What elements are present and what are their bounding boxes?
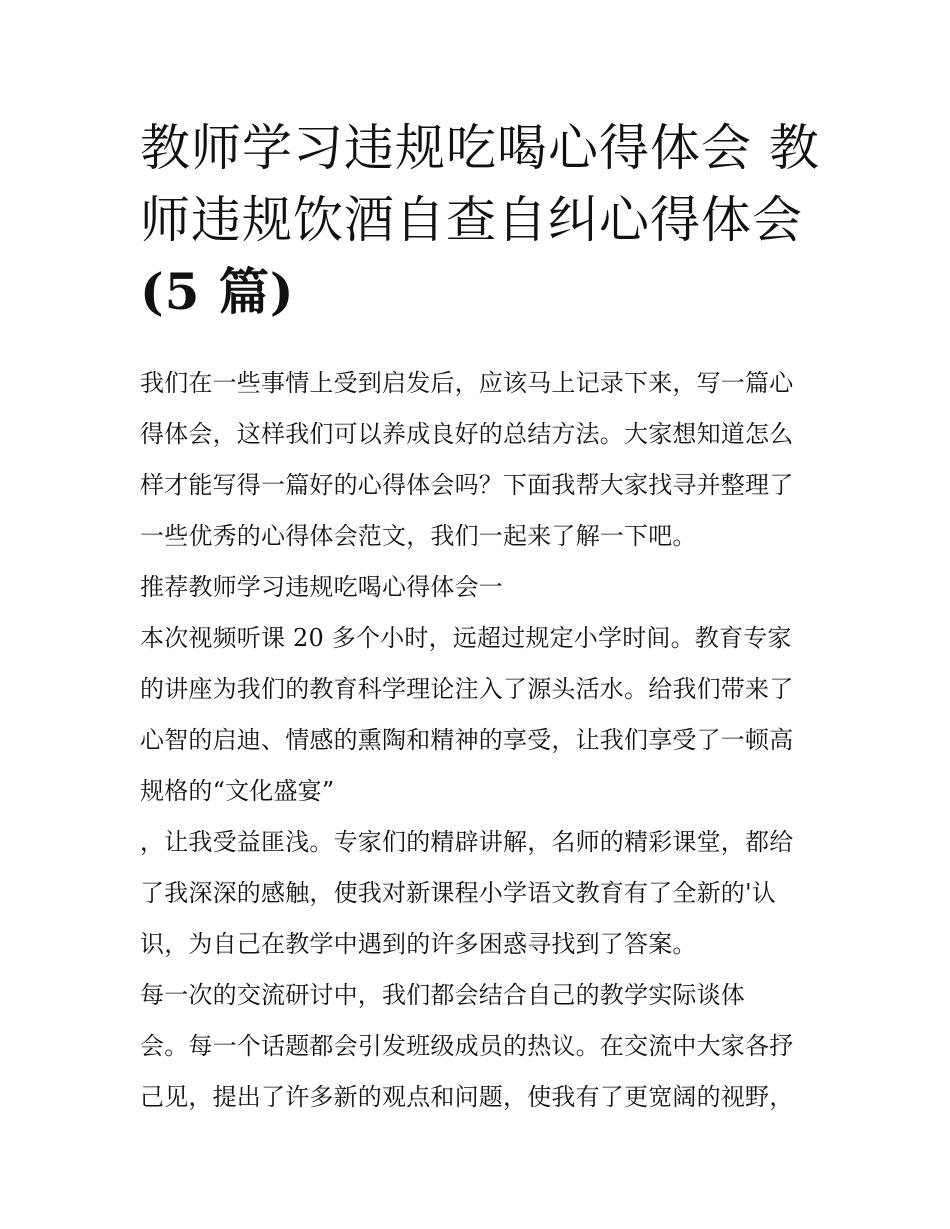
paragraph-line: 了我深深的感触，使我对新课程小学语文教育有了全新的'认 — [140, 879, 776, 907]
paragraph-line: 己见，提出了许多新的观点和问题，使我有了更宽阔的视野， — [140, 1083, 794, 1111]
document-body — [140, 358, 830, 1123]
paragraph-line: 每一次的交流研讨中，我们都会结合自己的教学实际谈体 — [140, 981, 745, 1009]
title-line-2: 师违规饮酒自查自纠心得体会 — [140, 191, 803, 249]
paragraph-line: 的讲座为我们的教育科学理论注入了源头活水。给我们带来了 — [140, 675, 794, 703]
intro-line: 得体会，这样我们可以养成良好的总结方法。大家想知道怎么 — [140, 420, 794, 448]
paragraph-line: 规格的“文化盛宴” — [140, 777, 335, 805]
intro-line: 一些优秀的心得体会范文，我们一起来了解一下吧。 — [140, 522, 697, 550]
section-heading: 推荐教师学习违规吃喝心得体会一 — [140, 573, 503, 601]
title-line-1: 教师学习违规吃喝心得体会 教 — [140, 119, 820, 177]
paragraph-line: 心智的启迪、情感的熏陶和精神的享受，让我们享受了一顿高 — [140, 726, 794, 754]
intro-line: 样才能写得一篇好的心得体会吗？下面我帮大家找寻并整理了 — [140, 471, 794, 499]
paragraph-line: 本次视频听课 20 多个小时，远超过规定小学时间。教育专家 — [140, 624, 792, 652]
paragraph-line: ，让我受益匪浅。专家们的精辟讲解，名师的精彩课堂，都给 — [140, 828, 794, 856]
paragraph-line: 会。每一个话题都会引发班级成员的热议。在交流中大家各抒 — [140, 1032, 794, 1060]
intro-line: 我们在一些事情上受到启发后，应该马上记录下来，写一篇心 — [140, 369, 794, 397]
paragraph-line: 识，为自己在教学中遇到的许多困惑寻找到了答案。 — [140, 930, 697, 958]
document-title — [140, 112, 820, 328]
title-line-3: (5 篇) — [140, 262, 295, 321]
